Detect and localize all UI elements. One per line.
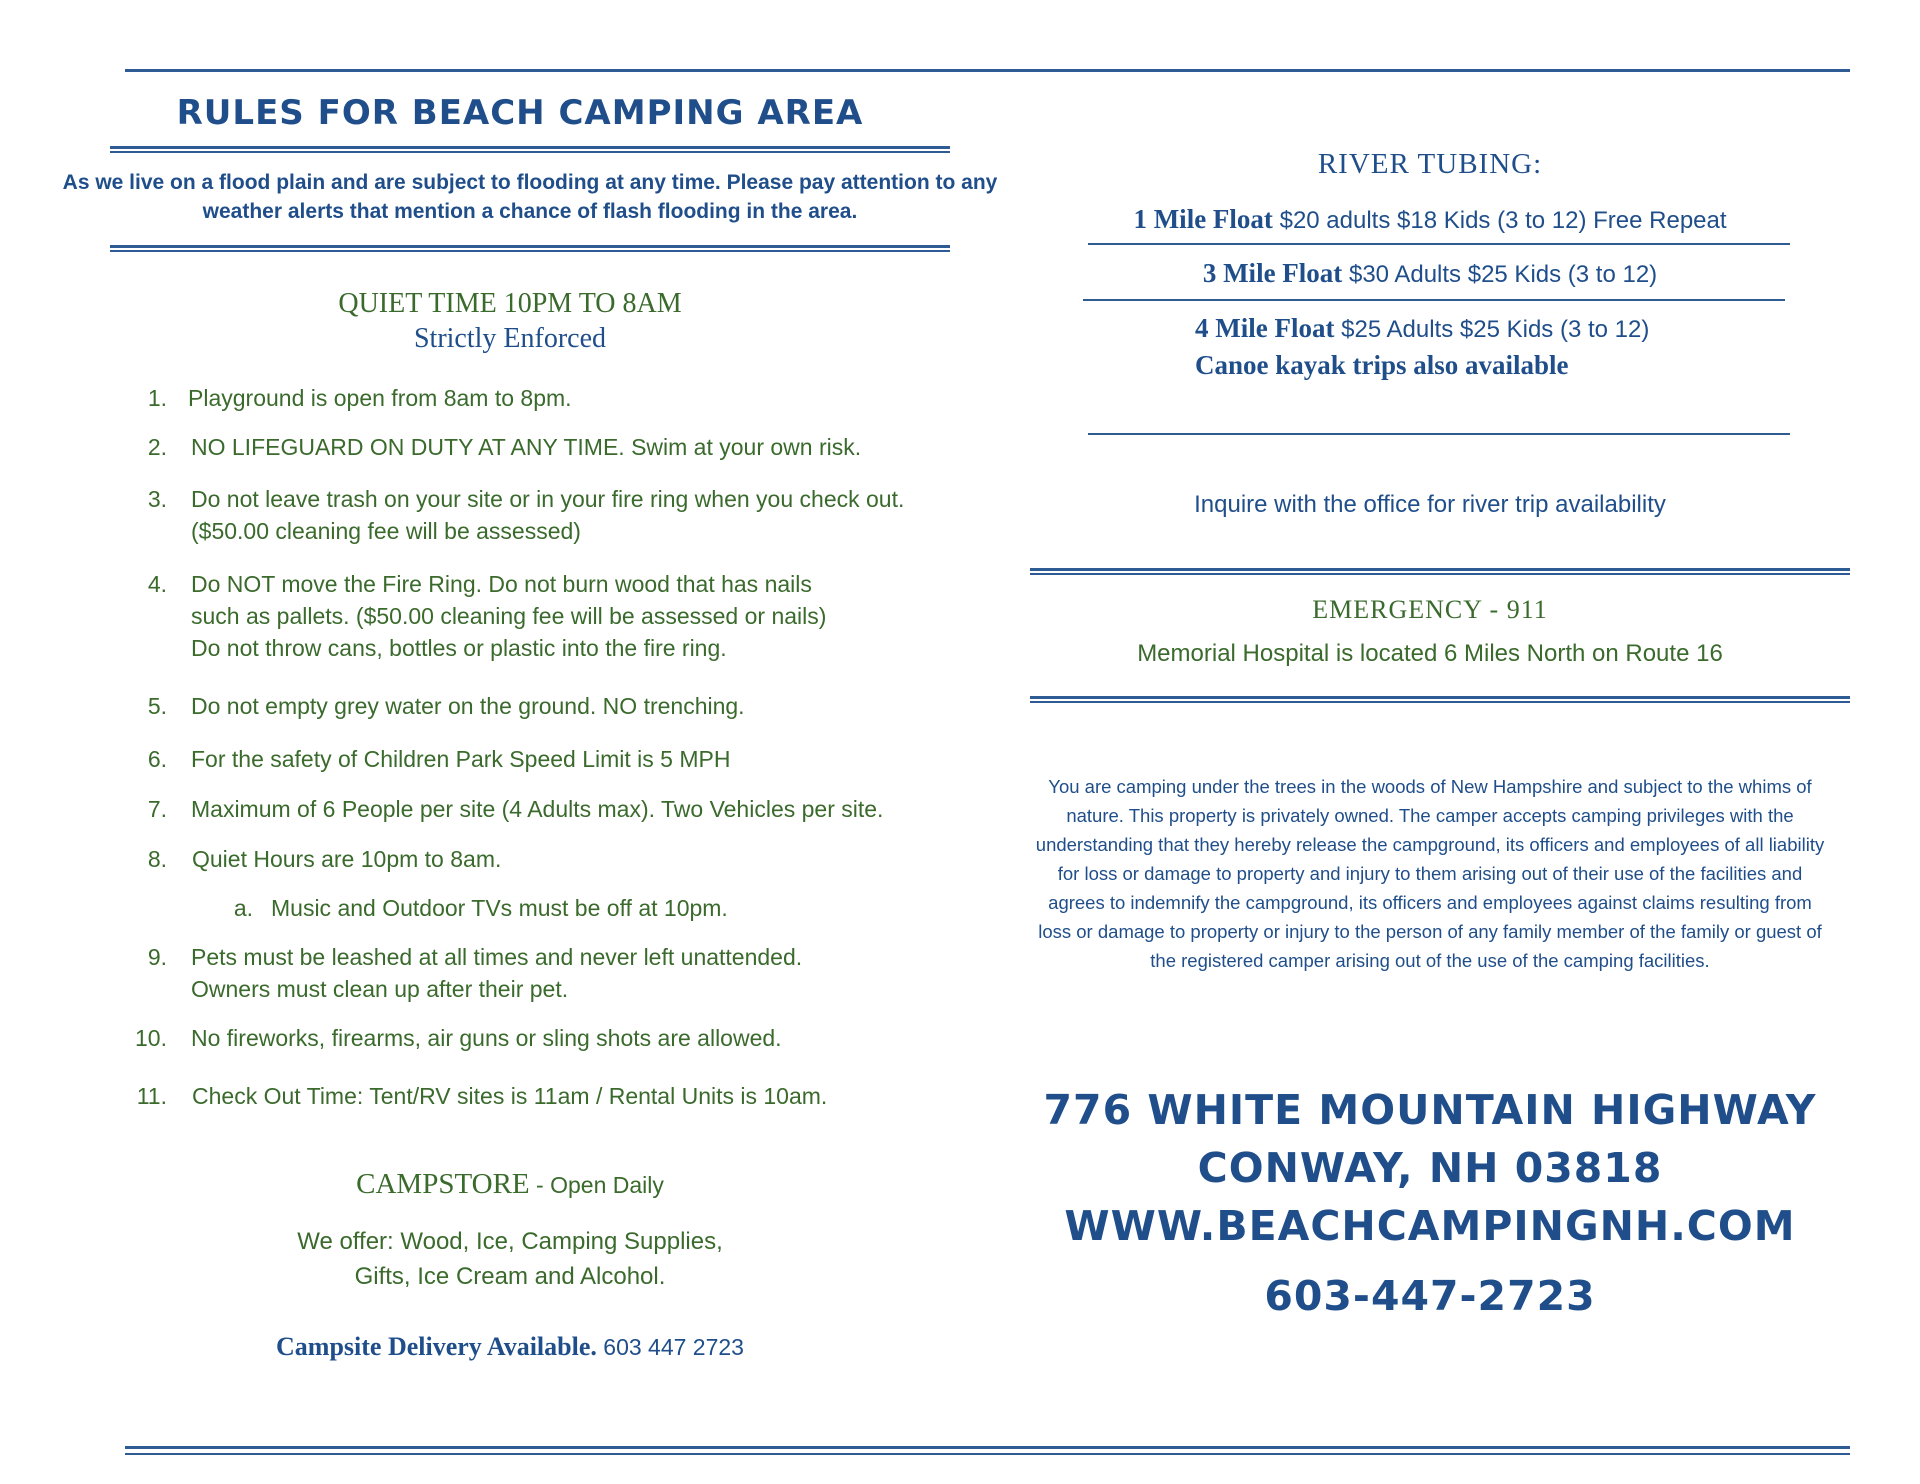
rule-number: a. xyxy=(233,895,253,921)
river-tubing-heading: RIVER TUBING: xyxy=(1317,148,1543,180)
rule-text: For the safety of Children Park Speed Limit is 5 MPH xyxy=(191,746,731,772)
rule-number: 6. xyxy=(147,746,167,772)
rule-text: Do NOT move the Fire Ring. Do not burn wood that has nails such as pallets. ($50.00 cleaning fee will be assessed or nails) Do not throw cans, bottles or plastic into the fire ring. xyxy=(191,571,827,661)
rule-number: 2. xyxy=(147,434,167,460)
float-prices: $30 Adults $25 Kids (3 to 12) xyxy=(1342,261,1658,288)
float-row-1 xyxy=(1030,204,1830,235)
rules-title: RULES FOR BEACH CAMPING AREA xyxy=(176,93,864,133)
rule-number: 7. xyxy=(147,796,167,822)
bottom-rule-1 xyxy=(125,1446,1850,1449)
rule-number: 10. xyxy=(135,1025,167,1051)
rule-text: Maximum of 6 People per site (4 Adults max). Two Vehicles per site. xyxy=(191,796,884,822)
canoe-kayak-note: Canoe kayak trips also available xyxy=(1195,350,1569,380)
float-name: 3 Mile Float xyxy=(1202,258,1343,288)
float-row-2 xyxy=(1030,258,1830,289)
float-prices: $20 adults $18 Kids (3 to 12) Free Repeat xyxy=(1272,207,1727,234)
float1-underline xyxy=(1088,243,1790,245)
emergency-top-rule xyxy=(1030,568,1850,575)
rule-text: Check Out Time: Tent/RV sites is 11am / Rental Units is 10am. xyxy=(192,1083,828,1109)
rule-text: Playground is open from 8am to 8pm. xyxy=(188,385,572,411)
delivery-line xyxy=(200,1331,820,1362)
delivery-label: Campsite Delivery Available. xyxy=(276,1332,597,1361)
inquire-note: Inquire with the office for river trip availability xyxy=(1194,491,1666,518)
rule-number: 4. xyxy=(147,571,167,597)
title-underline xyxy=(110,146,950,153)
float-name: 4 Mile Float xyxy=(1195,313,1335,343)
liability-disclaimer: You are camping under the trees in the woods of New Hampshire and subject to the whims of nature. This property is privately owned. The camper accepts camping privileges with the understanding that they hereby release the campground, its officers and employees of all liability for loss or damage to property and injury to them arising out of their use of the facilities and agrees to indemnify the campground, its officers and employees against claims resulting from loss or damage to property or injury to the person of any family member of the family or guest of the registered camper arising out of the use of the camping facilities. xyxy=(1035,776,1825,971)
float2-underline xyxy=(1083,299,1785,301)
rule-text: No fireworks, firearms, air guns or sling shots are allowed. xyxy=(191,1025,782,1051)
campstore-label: CAMPSTORE xyxy=(356,1168,530,1200)
quiet-time-subheading: Strictly Enforced xyxy=(413,323,607,354)
float-name: 1 Mile Float xyxy=(1133,204,1273,234)
rule-number: 1. xyxy=(147,385,167,411)
phone-number[interactable]: 603-447-2723 xyxy=(1264,1272,1596,1320)
bottom-rule-2 xyxy=(125,1453,1850,1455)
address-line-1: 776 WHITE MOUNTAIN HIGHWAY xyxy=(1043,1086,1817,1134)
campstore-heading xyxy=(230,1168,790,1201)
quiet-time-heading: QUIET TIME 10PM TO 8AM xyxy=(338,288,682,319)
rule-number: 9. xyxy=(147,944,167,970)
rule-text: NO LIFEGUARD ON DUTY AT ANY TIME. Swim at your own risk. xyxy=(191,434,862,460)
rule-number: 5. xyxy=(147,693,167,719)
rule-number: 8. xyxy=(147,846,167,872)
rule-text: Do not empty grey water on the ground. NO trenching. xyxy=(191,693,745,719)
campstore-offer: We offer: Wood, Ice, Camping Supplies, Gifts, Ice Cream and Alcohol. xyxy=(297,1228,723,1290)
top-rule xyxy=(125,69,1850,72)
rule-text: Do not leave trash on your site or in your fire ring when you check out. ($50.00 cleaning fee will be assessed) xyxy=(191,486,905,544)
hospital-info: Memorial Hospital is located 6 Miles North on Route 16 xyxy=(1137,640,1723,667)
flood-notice: As we live on a flood plain and are subject to flooding at any time. Please pay attention to any weather alerts that mention a chance of flash flooding in the area. xyxy=(62,171,998,223)
rule-number: 11. xyxy=(136,1083,167,1109)
delivery-phone: 603 447 2723 xyxy=(596,1334,744,1360)
float-prices: $25 Adults $25 Kids (3 to 12) xyxy=(1334,316,1650,343)
emergency-heading: EMERGENCY - 911 xyxy=(1312,595,1548,624)
tubing-bottom-rule xyxy=(1088,433,1790,435)
rule-text: Quiet Hours are 10pm to 8am. xyxy=(192,846,502,872)
website-link[interactable]: WWW.BEACHCAMPINGNH.COM xyxy=(1064,1202,1796,1250)
emergency-bottom-rule xyxy=(1030,696,1850,703)
rule-number: 3. xyxy=(147,486,167,512)
rule-text: Music and Outdoor TVs must be off at 10pm. xyxy=(271,895,728,921)
rule-text: Pets must be leashed at all times and never left unattended. Owners must clean up after their pet. xyxy=(191,944,803,1002)
address-line-2: CONWAY, NH 03818 xyxy=(1197,1144,1663,1192)
notice-underline xyxy=(110,245,950,252)
float-row-3 xyxy=(1195,313,1795,344)
campstore-hours: - Open Daily xyxy=(529,1172,664,1198)
